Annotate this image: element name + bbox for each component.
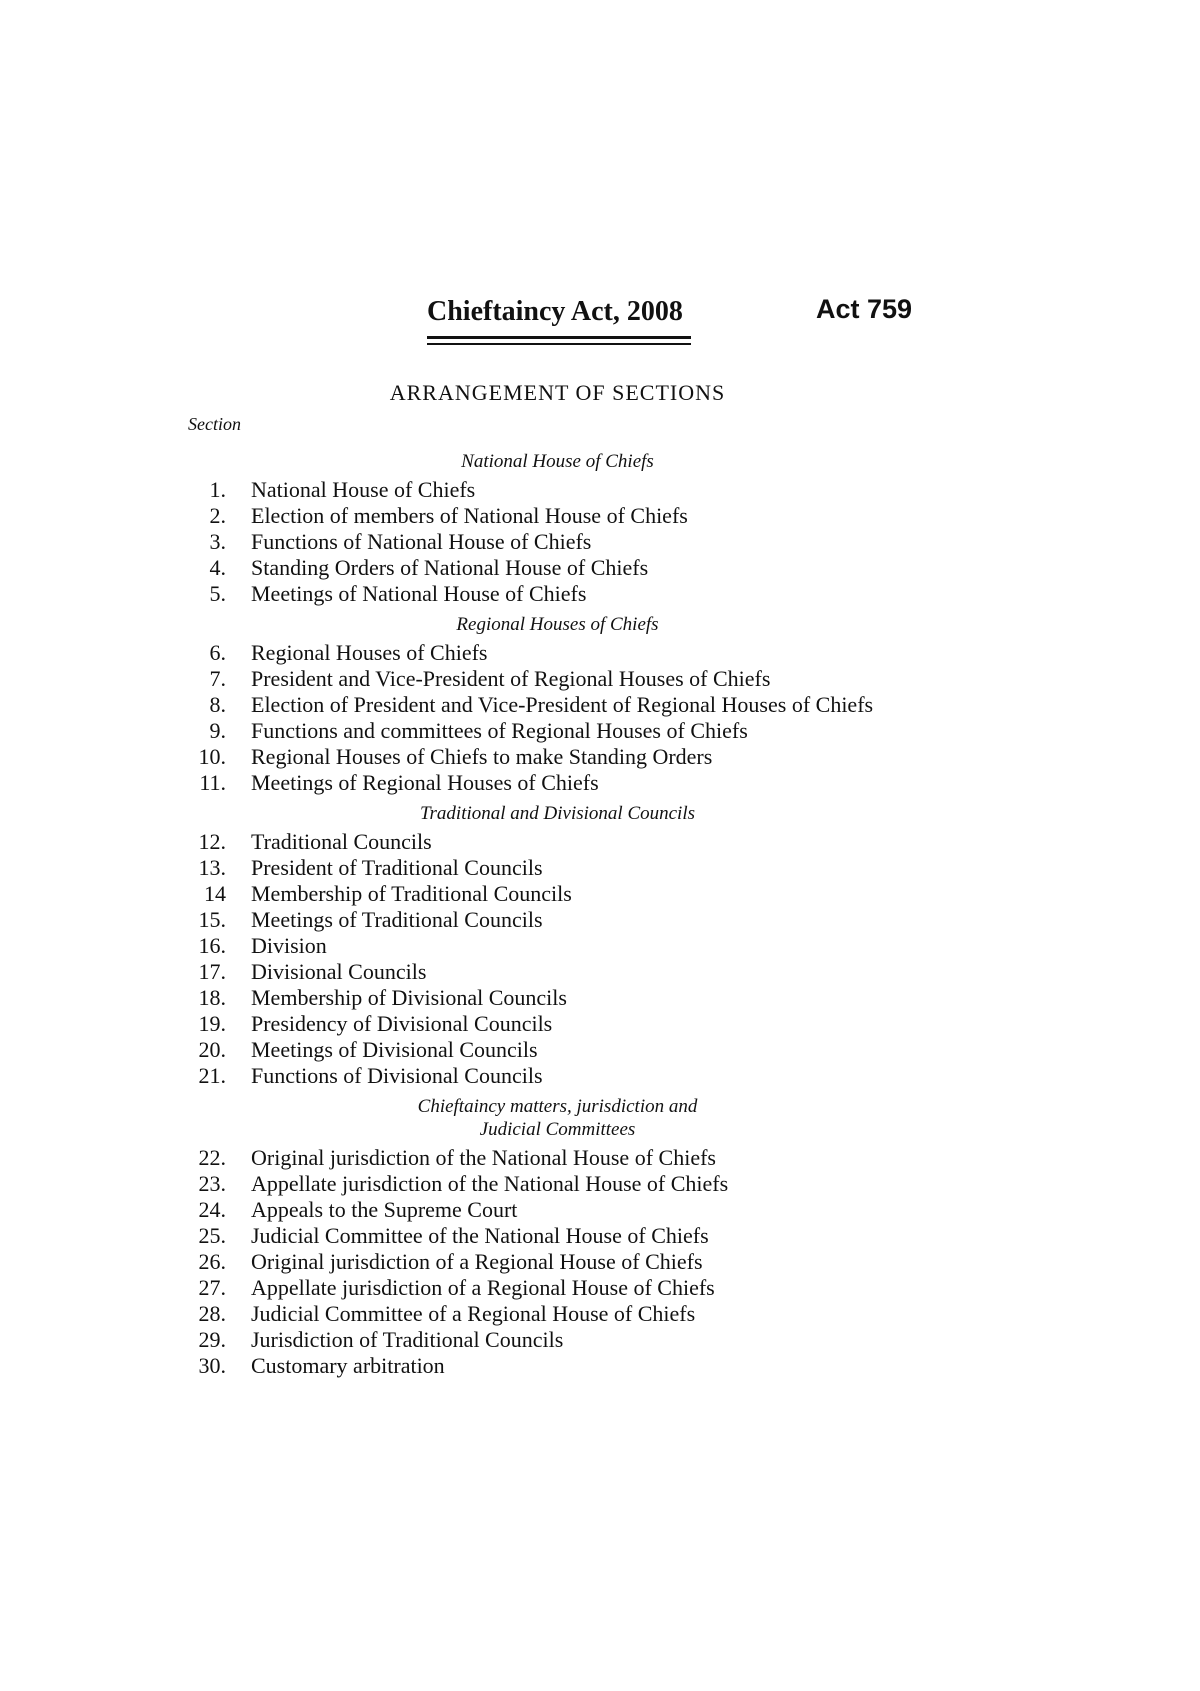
section-entry (0, 1145, 1200, 1171)
section-number: 3. (209, 529, 226, 554)
section-entry (0, 718, 1200, 744)
section-number: 25. (198, 1223, 226, 1248)
section-number: 19. (198, 1011, 226, 1036)
section-title: Meetings of Regional Houses of Chiefs (251, 770, 599, 795)
section-entry (0, 1223, 1200, 1249)
section-entry (0, 985, 1200, 1011)
section-number: 18. (198, 985, 226, 1010)
section-entry (0, 477, 1200, 503)
table-of-contents (0, 444, 1200, 1379)
section-number: 16. (198, 933, 226, 958)
section-title: Division (251, 933, 327, 958)
section-number: 5. (209, 581, 226, 606)
section-number: 10. (198, 744, 226, 769)
section-title: Appeals to the Supreme Court (251, 1197, 518, 1222)
section-number: 13. (198, 855, 226, 880)
section-entry (0, 1197, 1200, 1223)
section-title: Membership of Divisional Councils (251, 985, 567, 1010)
section-title: Membership of Traditional Councils (251, 881, 572, 906)
group-heading-line: National House of Chiefs (461, 451, 654, 472)
section-entry (0, 959, 1200, 985)
section-number: 6. (209, 640, 226, 665)
section-entry (0, 1353, 1200, 1379)
section-title: Appellate jurisdiction of the National House of Chiefs (251, 1171, 729, 1196)
section-title: Judicial Committee of the National House of Chiefs (251, 1223, 709, 1248)
section-title: Traditional Councils (251, 829, 432, 854)
section-entry (0, 503, 1200, 529)
section-entry (0, 692, 1200, 718)
section-entry (0, 1249, 1200, 1275)
page-header (0, 296, 1200, 356)
title-double-rule-lower (427, 343, 691, 345)
section-number: 1. (209, 477, 226, 502)
section-title: Judicial Committee of a Regional House of Chiefs (251, 1301, 696, 1326)
section-entry (0, 1011, 1200, 1037)
section-entry (0, 555, 1200, 581)
section-number: 8. (209, 692, 226, 717)
section-entry (0, 907, 1200, 933)
section-title: President and Vice-President of Regional Houses of Chiefs (251, 666, 771, 691)
section-title: Jurisdiction of Traditional Councils (251, 1327, 564, 1352)
group-heading-line: Traditional and Divisional Councils (420, 803, 695, 824)
section-number: 4. (209, 555, 226, 580)
group-heading (0, 613, 1115, 636)
section-number: 22. (198, 1145, 226, 1170)
section-number: 28. (198, 1301, 226, 1326)
section-entry (0, 770, 1200, 796)
section-title: Original jurisdiction of a Regional House of Chiefs (251, 1249, 703, 1274)
section-entry (0, 881, 1200, 907)
section-title: National House of Chiefs (251, 477, 476, 502)
section-number: 24. (198, 1197, 226, 1222)
section-entry (0, 666, 1200, 692)
section-number: 7. (209, 666, 226, 691)
section-title: Standing Orders of National House of Chiefs (251, 555, 649, 580)
section-title: Regional Houses of Chiefs to make Standing Orders (251, 744, 713, 769)
section-title: Original jurisdiction of the National House of Chiefs (251, 1145, 716, 1170)
section-number: 2. (209, 503, 226, 528)
section-number: 15. (198, 907, 226, 932)
section-title: Election of members of National House of Chiefs (251, 503, 688, 528)
section-title: Meetings of National House of Chiefs (251, 581, 587, 606)
section-title: Divisional Councils (251, 959, 427, 984)
group-heading (0, 450, 1115, 473)
section-entry (0, 1037, 1200, 1063)
section-entry (0, 933, 1200, 959)
group-heading (0, 1095, 1115, 1141)
section-title: Functions and committees of Regional Houses of Chiefs (251, 718, 748, 743)
section-entry (0, 855, 1200, 881)
section-entry (0, 581, 1200, 607)
group-heading-line: Chieftaincy matters, jurisdiction and (417, 1096, 698, 1117)
section-entry (0, 1301, 1200, 1327)
section-title: Presidency of Divisional Councils (251, 1011, 553, 1036)
section-number: 14 (204, 881, 226, 906)
act-title: Chieftaincy Act, 2008 (427, 296, 683, 327)
section-title: Election of President and Vice-President of Regional Houses of Chiefs (251, 692, 874, 717)
section-number: 11. (199, 770, 226, 795)
section-title: Meetings of Traditional Councils (251, 907, 543, 932)
section-number: 26. (198, 1249, 226, 1274)
section-title: Regional Houses of Chiefs (251, 640, 488, 665)
section-number: 27. (198, 1275, 226, 1300)
section-entry (0, 1063, 1200, 1089)
section-number: 23. (198, 1171, 226, 1196)
section-entry (0, 529, 1200, 555)
title-double-rule (427, 336, 691, 339)
section-number: 17. (198, 959, 226, 984)
section-number: 12. (198, 829, 226, 854)
section-number: 20. (198, 1037, 226, 1062)
section-entry (0, 744, 1200, 770)
section-number: 21. (198, 1063, 226, 1088)
section-number: 29. (198, 1327, 226, 1352)
act-number: Act 759 (816, 294, 913, 324)
section-number: 9. (209, 718, 226, 743)
section-column-label: Section (188, 414, 241, 434)
group-heading-line: Regional Houses of Chiefs (456, 614, 659, 635)
section-title: Meetings of Divisional Councils (251, 1037, 538, 1062)
group-heading-line: Judicial Committees (479, 1119, 636, 1140)
section-entry (0, 1327, 1200, 1353)
section-title: President of Traditional Councils (251, 855, 543, 880)
section-title: Functions of National House of Chiefs (251, 529, 592, 554)
section-title: Functions of Divisional Councils (251, 1063, 543, 1088)
arrangement-heading: ARRANGEMENT OF SECTIONS (389, 380, 726, 405)
section-entry (0, 1171, 1200, 1197)
section-entry (0, 640, 1200, 666)
group-heading (0, 802, 1115, 825)
section-title: Customary arbitration (251, 1353, 445, 1378)
section-title: Appellate jurisdiction of a Regional House of Chiefs (251, 1275, 715, 1300)
section-number: 30. (198, 1353, 226, 1378)
section-entry (0, 1275, 1200, 1301)
section-entry (0, 829, 1200, 855)
